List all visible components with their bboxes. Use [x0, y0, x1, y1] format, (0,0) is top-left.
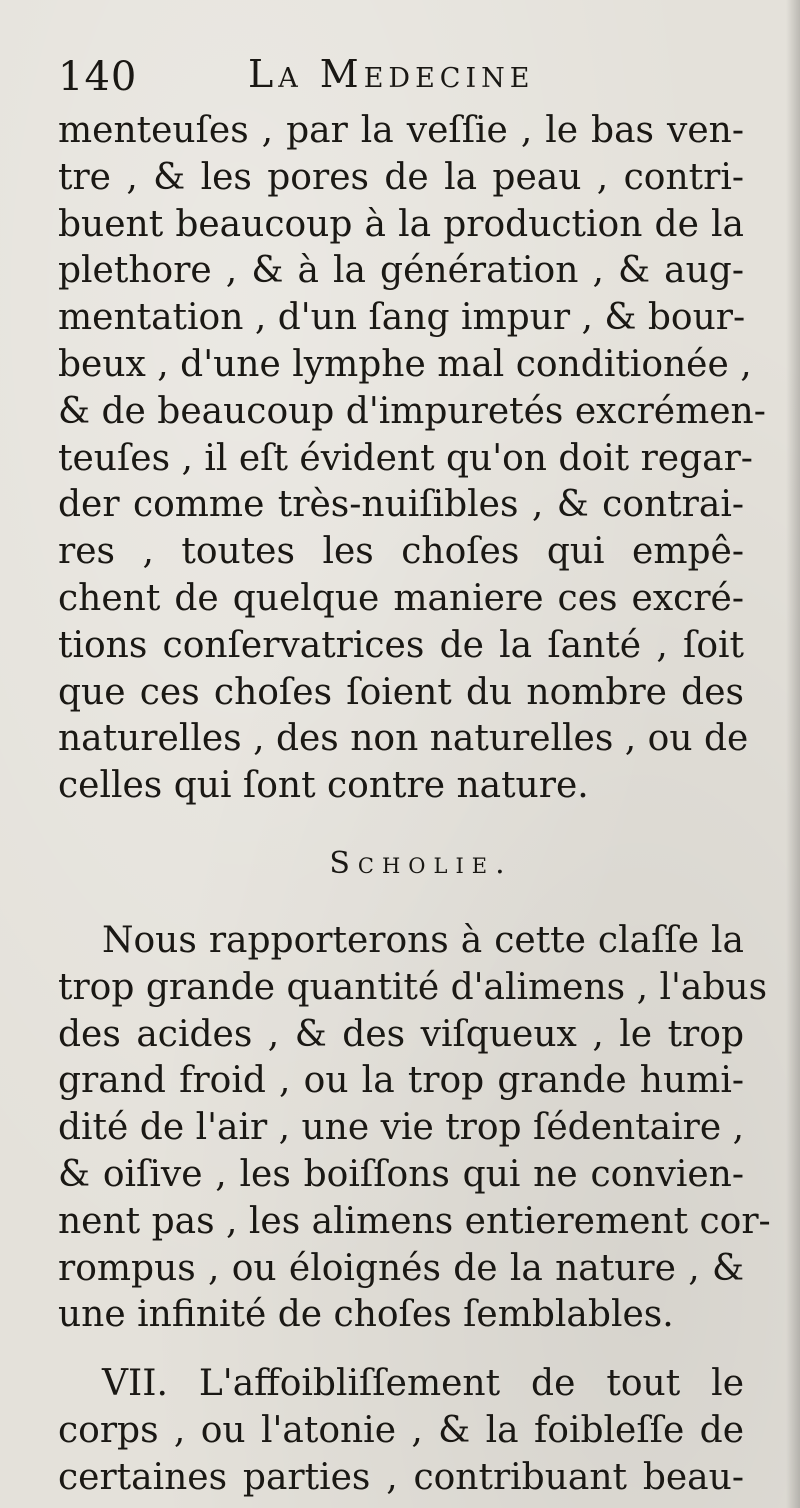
text-line: tre , & les pores de la peau , contri- — [58, 156, 744, 198]
paragraph-scholie — [58, 918, 771, 1339]
text-line: res , toutes les choſes qui empê- — [58, 531, 744, 573]
text-line: des acides , & des viſqueux , le trop — [58, 1013, 744, 1055]
text-line: corps , ou l'atonie , & la foibleſſe de — [58, 1409, 744, 1451]
text-line: Nous rapporterons à cette claſſe la — [102, 919, 744, 961]
text-line: mentation , d'un ſang impur , & bour- — [58, 297, 746, 339]
text-line: VII. L'affoibliſſement de tout le — [102, 1363, 744, 1405]
text-line: grand froid , ou la trop grande humi- — [58, 1060, 744, 1102]
page-edge-shadow — [786, 0, 800, 1508]
text-line: buent beaucoup à la production de la — [58, 203, 744, 245]
text-line: celles qui ſont contre nature. — [58, 765, 589, 807]
text-line: chent de quelque maniere ces excré- — [58, 577, 744, 619]
text-line: trop grande quantité d'alimens , l'abus — [58, 966, 768, 1008]
text-line: certaines parties , contribuant beau- — [58, 1456, 744, 1498]
text-line: dité de l'air , une vie trop ſédentaire , — [58, 1107, 745, 1149]
text-line: rompus , ou éloignés de la nature , & — [58, 1247, 744, 1289]
text-line: beux , d'une lymphe mal conditionée , — [58, 343, 752, 385]
text-line: der comme très-nuiſibles , & contrai- — [58, 484, 744, 526]
text-line: menteuſes , par la veſſie , le bas ven- — [58, 110, 744, 151]
text-line: plethore , & à la génération , & aug- — [58, 250, 744, 292]
body-text — [58, 108, 771, 1502]
text-line: & de beaucoup d'impuretés excrémen- — [58, 390, 766, 432]
paragraph-continuation — [58, 108, 766, 810]
text-line: nent pas , les alimens entierement cor- — [58, 1200, 771, 1242]
text-line: une infinité de choſes ſemblables. — [58, 1294, 674, 1336]
page-number: 140 — [58, 54, 138, 100]
text-line: naturelles , des non naturelles , ou de — [58, 718, 749, 760]
paragraph-vii — [58, 1361, 744, 1501]
text-line: teuſes , il eſt évident qu'on doit regar- — [58, 437, 753, 479]
paragraph-gap — [58, 1339, 744, 1361]
text-line: & oiſive , les boiſſons qui ne convien- — [58, 1153, 744, 1195]
section-title: Scholie. — [329, 845, 513, 881]
text-line: que ces choſes ſoient du nombre des — [58, 671, 744, 713]
running-head: La Medecine — [248, 52, 535, 96]
text-line: tions conſervatrices de la ſanté , ſoit — [58, 624, 744, 666]
page-header — [58, 48, 758, 104]
